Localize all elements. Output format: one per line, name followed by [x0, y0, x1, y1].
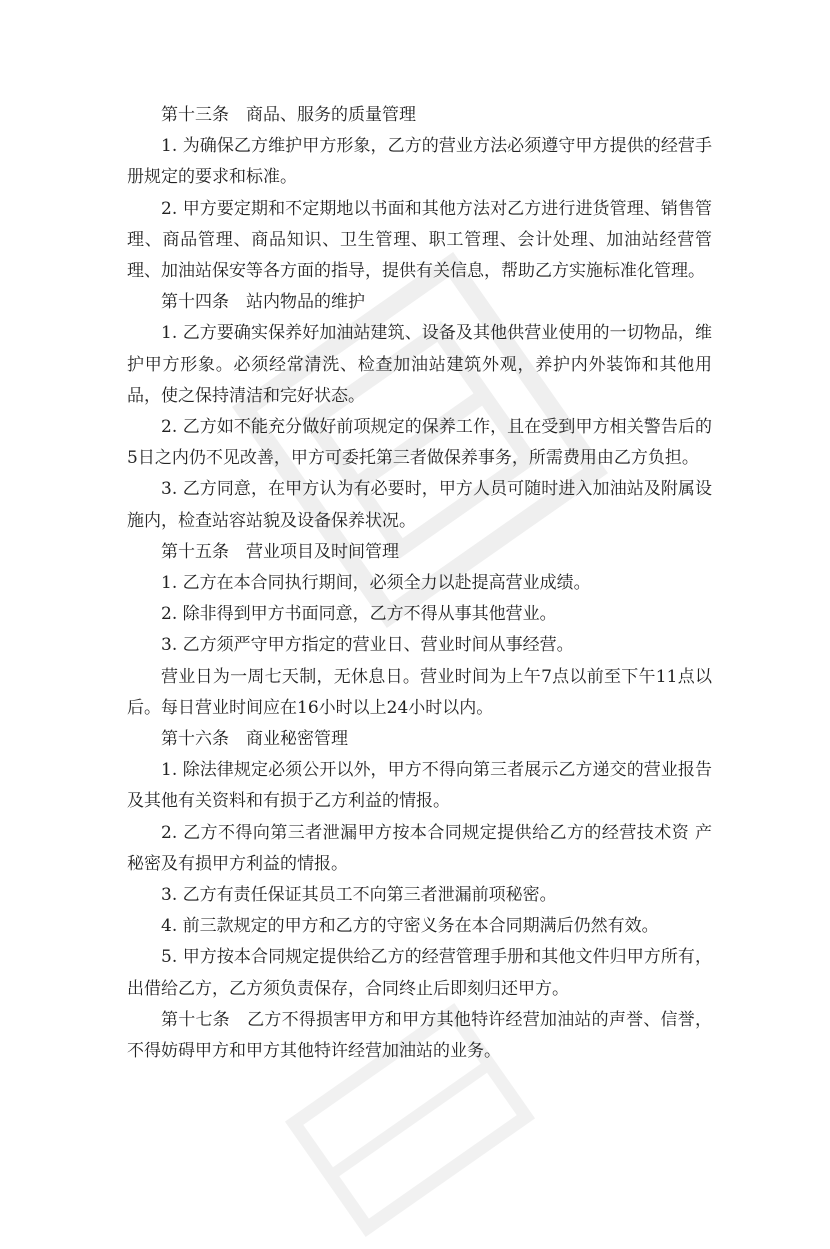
article-14-clause-2: 2. 乙方如不能充分做好前项规定的保养工作，且在受到甲方相关警告后的5日之内仍不见改善，甲方可委托第三者做保养事务，所需费用由乙方负担。	[127, 417, 712, 469]
article-15-clause-1: 1. 乙方在本合同执行期间，必须全力以赴提高营业成绩。	[161, 573, 591, 594]
article-16-heading: 第十六条 商业秘密管理	[161, 729, 348, 750]
article-16-clause-2: 2. 乙方不得向第三者泄漏甲方按本合同规定提供给乙方的经营技术资 产秘密及有损甲方利益的情报。	[127, 822, 712, 874]
article-15-hours-note: 营业日为一周七天制，无休息日。营业时间为上午7点以前至下午11点以后。每日营业时间应在16小时以上24小时以内。	[127, 666, 712, 718]
article-13-heading: 第十三条 商品、服务的质量管理	[161, 105, 416, 125]
article-16-clause-3: 3. 乙方有责任保证其员工不向第三者泄漏前项秘密。	[161, 885, 557, 906]
article-13-clause-2: 2. 甲方要定期和不定期地以书面和其他方法对乙方进行进货管理、销售管理、商品管理、商品知识、卫生管理、职工管理、会计处理、加油站经营管理、加油站保安等各方面的指导，提供有关信息，帮助乙方实施标准化管理。	[127, 198, 712, 282]
article-15-clause-3: 3. 乙方须严守甲方指定的营业日、营业时间从事经营。	[161, 635, 574, 656]
article-16-clause-5: 5. 甲方按本合同规定提供给乙方的经营管理手册和其他文件归甲方所有，出借给乙方，乙方须负责保存，合同终止后即刻归还甲方。	[127, 947, 712, 999]
article-16-clause-4: 4. 前三款规定的甲方和乙方的守密义务在本合同期满后仍然有效。	[161, 916, 659, 937]
article-14-clause-1: 1. 乙方要确实保养好加油站建筑、设备及其他供营业使用的一切物品，维护甲方形象。必须经常清洗、检查加油站建筑外观，养护内外装饰和其他用品，使之保持清洁和完好状态。	[127, 323, 712, 406]
article-15-clause-2: 2. 除非得到甲方书面同意，乙方不得从事其他营业。	[161, 604, 557, 625]
article-15-heading: 第十五条 营业项目及时间管理	[161, 541, 399, 562]
article-14-heading: 第十四条 站内物品的维护	[161, 292, 365, 313]
article-13-clause-1: 1. 为确保乙方维护甲方形象，乙方的营业方法必须遵守甲方提供的经营手册规定的要求和标准。	[127, 136, 712, 188]
article-16-clause-1: 1. 除法律规定必须公开以外，甲方不得向第三者展示乙方递交的营业报告及其他有关资料和有损于乙方利益的情报。	[127, 760, 712, 812]
article-14-clause-3: 3. 乙方同意，在甲方认为有必要时，甲方人员可随时进入加油站及附属设施内，检查站容站貌及设备保养状况。	[127, 479, 712, 531]
document-body	[127, 100, 712, 1067]
article-17-text: 第十七条 乙方不得损害甲方和甲方其他特许经营加油站的声誉、信誉，不得妨碍甲方和甲方其他特许经营加油站的业务。	[127, 1009, 712, 1062]
